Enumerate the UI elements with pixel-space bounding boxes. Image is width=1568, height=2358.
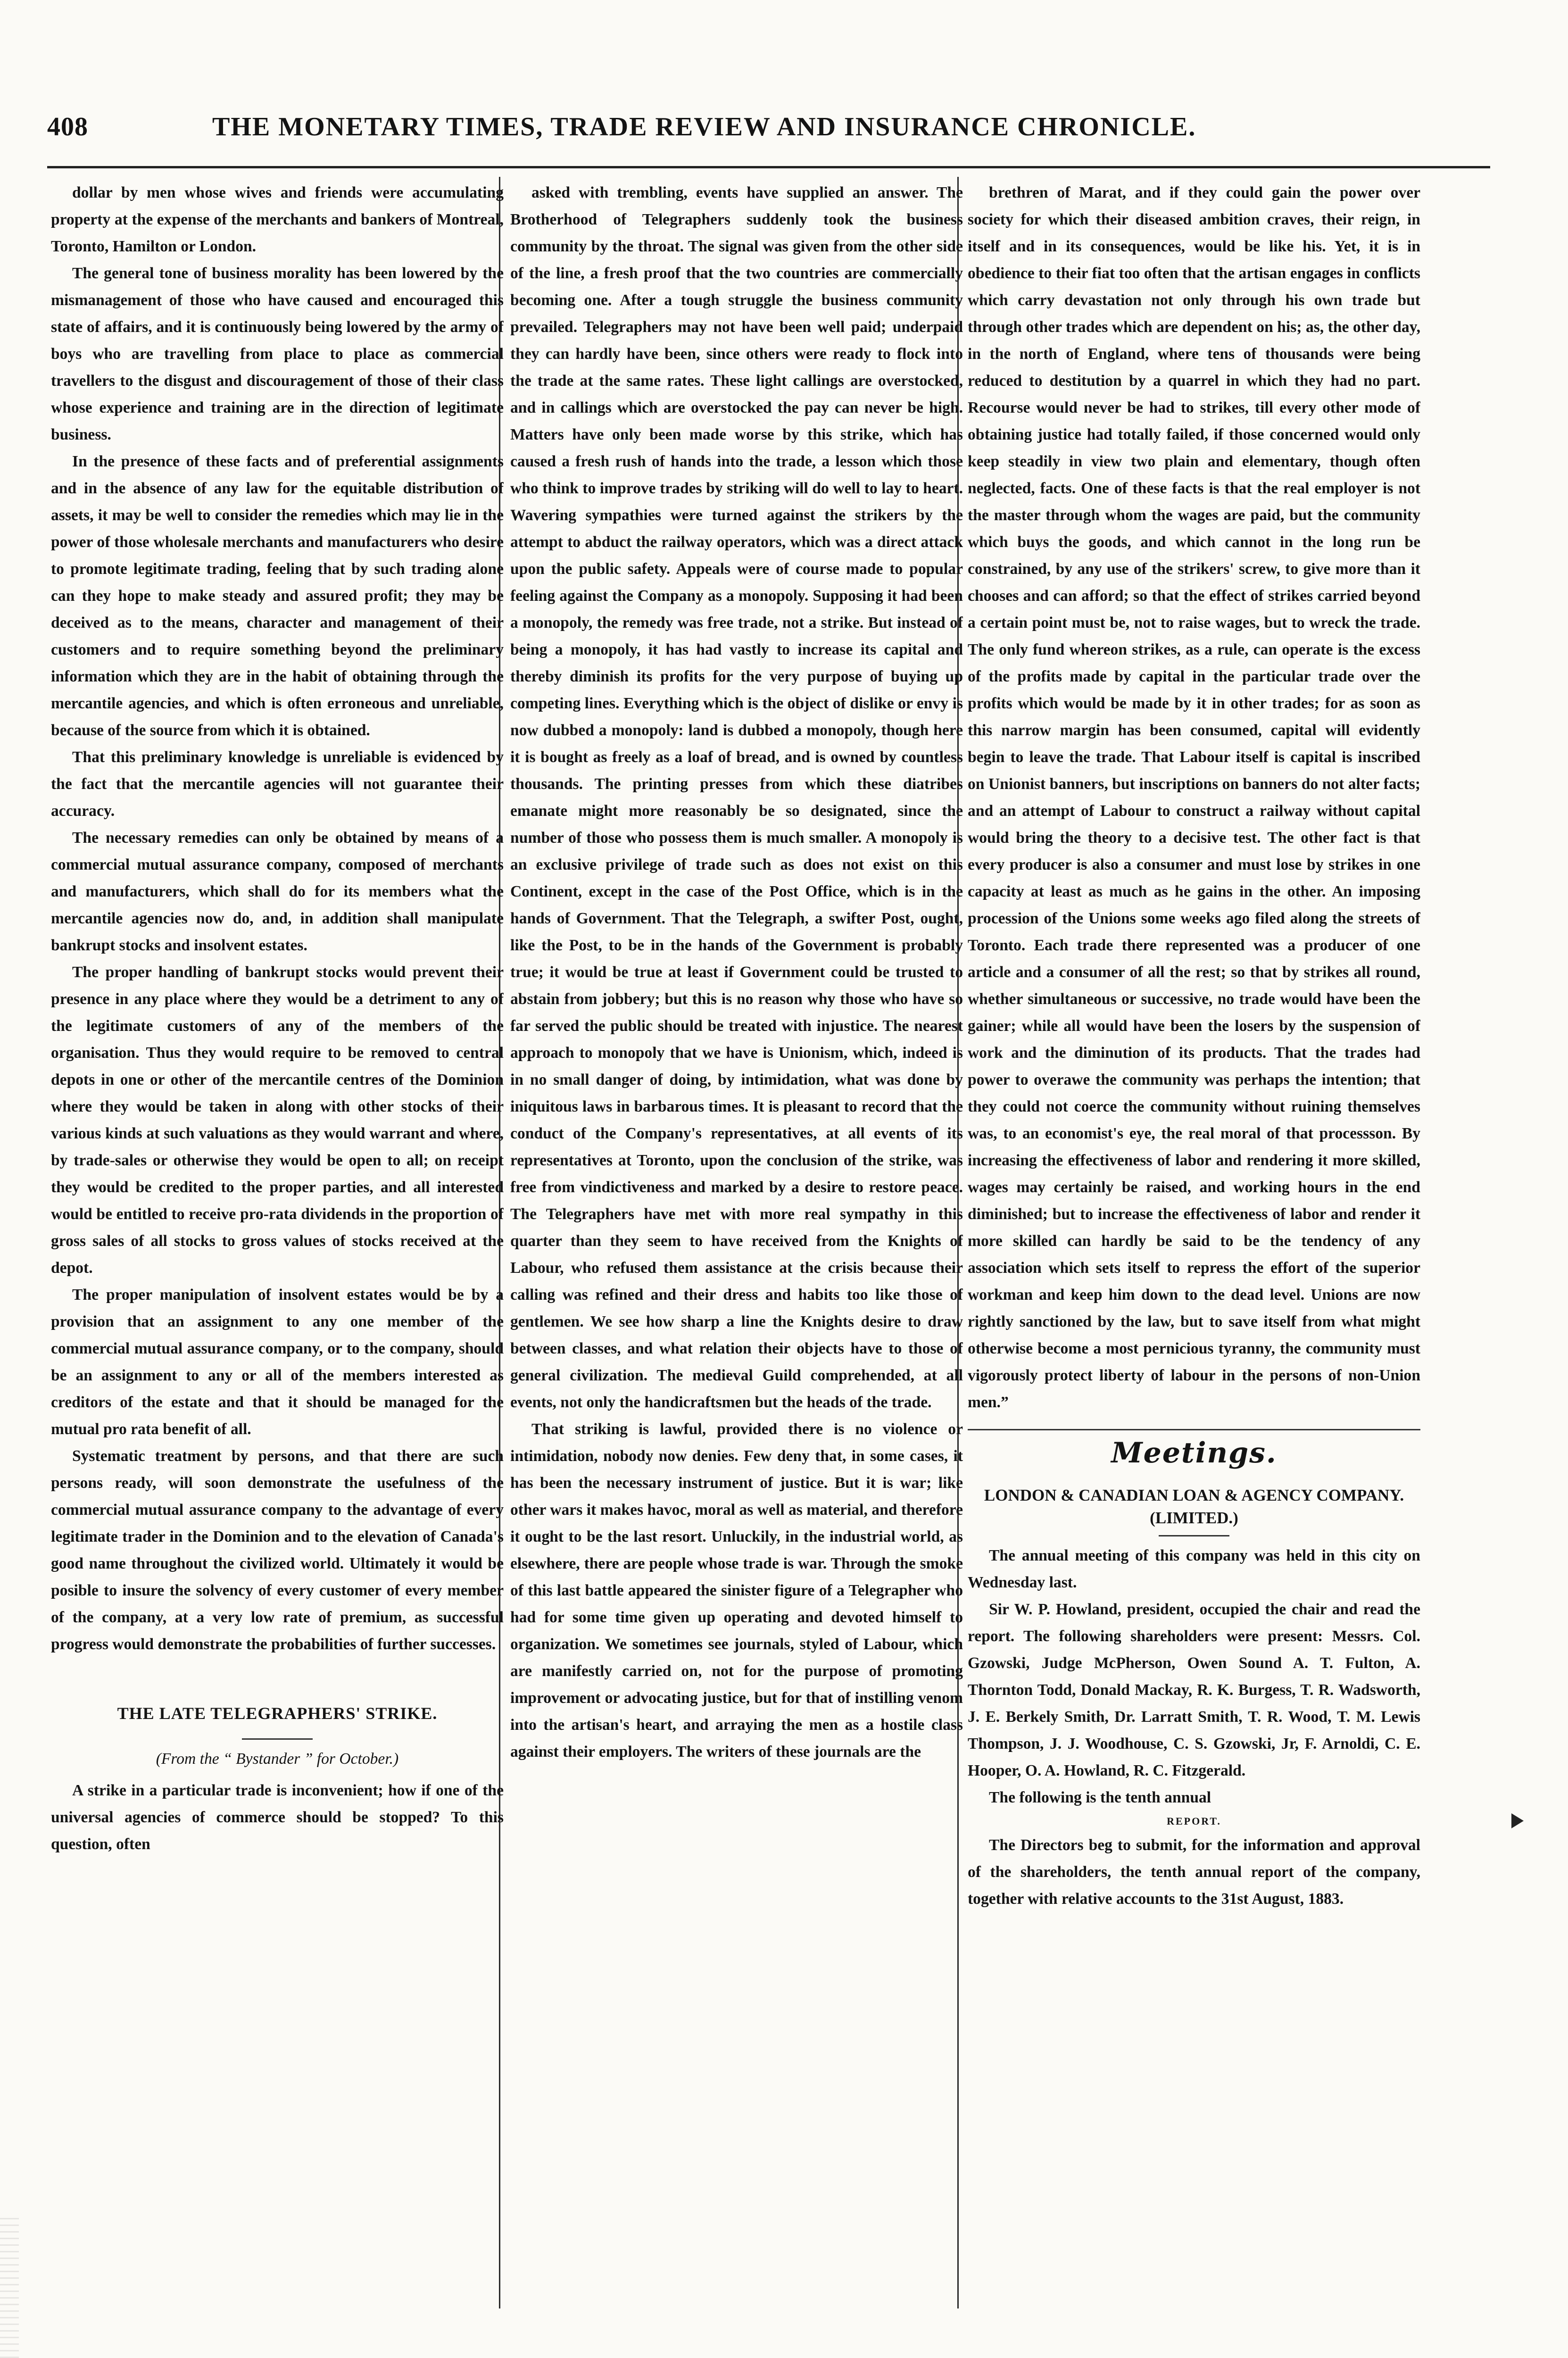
column-three-body bbox=[968, 179, 1420, 1416]
margin-arrow-icon bbox=[1511, 1813, 1524, 1828]
paragraph: That striking is lawful, provided there is no violence or intimidation, nobody now denies. Few deny that, in some cases, it has been the necessary instrument of justice. But it is war; like other wars it makes havoc, moral as well as material, and therefore it ought to be the last resort. Unluckily, in the industrial world, as elsewhere, there are people whose trade is war. Through the smoke of this last battle appeared the sinister figure of a Telegrapher who had for some time given up operating and devoted himself to organization. We sometimes see journals, styled of Labour, which are manifestly carried on, not for the purpose of promoting improvement or advocating justice, but for that of instilling venom into the artisan's heart, and arraying the men as a hostile class against their employers. The writers of these journals are the bbox=[510, 1420, 963, 1760]
running-title: THE MONETARY TIMES, TRADE REVIEW AND INSURANCE CHRONICLE. bbox=[212, 112, 1196, 141]
column-one bbox=[51, 179, 504, 2330]
heading-rule bbox=[242, 1738, 313, 1740]
paragraph: The proper manipulation of insolvent estates would be by a provision that an assignment to any one member of the commercial mutual assurance company, or to the company, should be an assignment to any or all of the members interested as creditors of the estate and that it should be managed for the mutual pro rata benefit of all. bbox=[51, 1286, 504, 1438]
section-divider bbox=[968, 1429, 1420, 1430]
report-label: REPORT. bbox=[1167, 1815, 1221, 1827]
paragraph: The Directors beg to submit, for the information and approval of the shareholders, the tenth annual report of the company, together with relative accounts to the 31st August, 1883. bbox=[968, 1836, 1420, 1908]
paragraph: brethren of Marat, and if they could gain the power over society for which their diseased ambition craves, their reign, in itself and in its consequences, would be like his. Yet, it is in obedience to their fiat too often that the artisan engages in conflicts which carry devastation not only through his own trade but through other trades which are dependent on his; as, the other day, in the north of England, where tens of thousands were being reduced to destitution by a quarrel in which they had no part. Recourse would never be had to strikes, till every other mode of obtaining justice had totally failed, if those concerned would only keep steadily in view two plain and elementary, though often neglected, facts. One of these facts is that the real employer is not the master through whom the wages are paid, but the community which buys the goods, and which cannot in the long run be constrained, by any use of the strikers' screw, to give more than it chooses and can afford; so that the effect of strikes carried beyond a certain point must be, not to raise wages, but to wreck the trade. The only fund whereon strikes, as a rule, can operate is the excess of the profits made by capital in the particular trade over the profits which would be made by it in other trades; for as soon as this narrow margin has been consumed, capital will evidently begin to leave the trade. That Labour itself is capital is inscribed on Unionist banners, but inscriptions on banners do not alter facts; and an attempt of Labour to construct a railway without capital would bring the theory to a decisive test. The other fact is that every producer is also a consumer and must lose by strikes in one capacity at least as much as he gains in the other. An imposing procession of the Unions some weeks ago filed along the streets of Toronto. Each trade there represented was a producer of one article and a consumer of all the rest; so that by strikes all round, whether simultaneous or successive, no trade would have been the gainer; while all would have been the losers by the suspension of work and the diminution of its products. That the trades had power to overawe the community was perhaps the intention; that they could not coerce the community without ruining themselves was, to an economist's eye, the real moral of that processson. By increasing the effectiveness of labor and rendering it more skilled, wages may certainly be raised, and working hours in the end diminished; but to increase the effectiveness of labor and render it more skilled can hardly be said to be the tendency of any association which sets itself to repress the effort of the superior workman and keep him down to the dead level. Unions are now rightly sanctioned by the law, but to save itself from what might otherwise become a most pernicious tyranny, the community must vigorously protect liberty of labour in the persons of non-Union men.” bbox=[968, 184, 1420, 1411]
paragraph: dollar by men whose wives and friends were accumulating property at the expense of the merchants and bankers of Montreal, Toronto, Hamilton or London. bbox=[51, 184, 504, 255]
header-rule bbox=[47, 166, 1490, 168]
paragraph: That this preliminary knowledge is unreliable is evidenced by the fact that the mercantile agencies will not guarantee their accuracy. bbox=[51, 748, 504, 820]
report-body bbox=[968, 1832, 1420, 1912]
meeting-title: LONDON & CANADIAN LOAN & AGENCY COMPANY. (LIMITED.) bbox=[984, 1486, 1404, 1527]
paragraph: In the presence of these facts and of preferential assignments and in the absence of any law for the equitable distribution of assets, it may be well to consider the remedies which may lie in the power of those wholesale merchants and manufacturers who desire to promote legitimate trading, feeling that by such trading alone can they hope to make steady and assured profit; they may be deceived as to the means, character and management of their customers and to require something beyond the preliminary information which they are in the habit of obtaining through the mercantile agencies, and which is often erroneous and unreliable, because of the source from which it is obtained. bbox=[51, 453, 504, 739]
paragraph: Sir W. P. Howland, president, occupied the chair and read the report. The following shareholders were present: Messrs. Col. Gzowski, Judge McPherson, Owen Sound A. T. Fulton, A. Thornton Todd, Donald Mackay, R. K. Burgess, T. R. Wadsworth, J. E. Berkely Smith, Dr. Larratt Smith, T. R. Wood, T. M. Lewis Thompson, J. J. Woodhouse, C. S. Gzowski, Jr, F. Arnoldi, C. E. Hooper, O. A. Howland, R. C. Fitzgerald. bbox=[968, 1601, 1420, 1779]
paragraph: The annual meeting of this company was held in this city on Wednesday last. bbox=[968, 1547, 1420, 1591]
section-heading: THE LATE TELEGRAPHERS' STRIKE. bbox=[117, 1704, 438, 1723]
paragraph: Systematic treatment by persons, and that there are such persons ready, will soon demonstrate the usefulness of the commercial mutual assurance company to the advantage of every legitimate trader in the Dominion and to the elevation of Canada's good name throughout the civilized world. Ultimately it would be posible to insure the solvency of every customer of every member of the company, at a very low rate of premium, as successful progress would demonstrate the probabilities of further successes. bbox=[51, 1447, 504, 1653]
scan-edge-noise bbox=[0, 2217, 19, 2358]
paragraph: The general tone of business morality has been lowered by the mismanagement of those who have caused and encouraged this state of affairs, and it is continuously being lowered by the army of boys who are travelling from place to place as commercial travellers to the disgust and discouragement of those of their class whose experience and training are in the direction of legitimate business. bbox=[51, 265, 504, 443]
paragraph: The proper handling of bankrupt stocks would prevent their presence in any place where they would be a detriment to any of the legitimate customers of any of the members of the organisation. Thus they would require to be removed to central depots in one or other of the mercantile centres of the Dominion where they would be taken in along with other stocks of their various kinds at such valuations as they would warrant and where, by trade-sales or otherwise they would be open to all; on receipt they would be credited to the proper parties, and all interested would be entitled to receive pro-rata dividends in the proportion of gross sales of all stocks to gross values of stocks received at the depot. bbox=[51, 963, 504, 1277]
page-number: 408 bbox=[47, 112, 88, 141]
column-two-body bbox=[510, 179, 963, 1765]
meetings-banner: Meetings. bbox=[1111, 1436, 1277, 1470]
section-body bbox=[51, 1777, 504, 1858]
section-source: (From the “ Bystander ” for October.) bbox=[156, 1750, 399, 1768]
page-header bbox=[47, 106, 1490, 149]
column-one-body bbox=[51, 179, 504, 1658]
paragraph: asked with trembling, events have supplied an answer. The Brotherhood of Telegraphers suddenly took the business community by the throat. The signal was given from the other side of the line, a fresh proof that the two countries are commercially becoming one. After a tough struggle the business community prevailed. Telegraphers may not have been well paid; underpaid they can hardly have been, since others were ready to flock into the trade at the same rates. These light callings are overstocked, and in callings which are overstocked the pay can never be high. Matters have only been made worse by this strike, which has caused a fresh rush of hands into the trade, a lesson which those who think to improve trades by striking will do well to lay to heart. Wavering sympathies were turned against the strikers by the attempt to abduct the railway operators, which was a direct attack upon the public safety. Appeals were of course made to popular feeling against the Company as a monopoly. Supposing it had been a monopoly, the remedy was free trade, not a strike. But instead of being a monopoly, it has had vastly to increase its capital and thereby diminish its profits for the very purpose of buying up competing lines. Everything which is the object of dislike or envy is now dubbed a monopoly: land is dubbed a monopoly, though here it is bought as freely as a loaf of bread, and is owned by countless thousands. The printing presses from which these diatribes emanate might more reasonably be so designated, since the number of those who possess them is much smaller. A monopoly is an exclusive privilege of trade such as does not exist on this Continent, except in the case of the Post Office, which is in the hands of Government. That the Telegraph, a swifter Post, ought, like the Post, to be in the hands of the Government is probably true; it would be true at least if Government could be trusted to abstain from jobbery; but this is no reason why those who have so far served the public should be treated with injustice. The nearest approach to monopoly that we have is Unionism, which, indeed is in no small danger of doing, by intimidation, what was done by iniquitous laws in barbarous times. It is pleasant to record that the conduct of the Company's representatives, at all events of its representatives at Toronto, upon the conclusion of the strike, was free from vindictiveness and marked by a desire to restore peace. The Telegraphers have met with more real sympathy in this quarter than they seem to have received from the Knights of Labour, who refused them assistance at the crisis because their calling was refined and their dress and habits too like those of gentlemen. We see how sharp a line the Knights desire to draw between classes, and what relation their objects have to those of general civilization. The medieval Guild comprehended, at all events, not only the handicraftsmen but the heads of the trade. bbox=[510, 184, 963, 1411]
column-two bbox=[510, 179, 963, 2330]
paragraph: A strike in a particular trade is inconvenient; how if one of the universal agencies of commerce should be stopped? To this question, often bbox=[51, 1782, 504, 1853]
paragraph: The necessary remedies can only be obtained by means of a commercial mutual assurance company, composed of merchants and manufacturers, which shall do for its members what the mercantile agencies now do, and, in addition shall manipulate bankrupt stocks and insolvent estates. bbox=[51, 829, 504, 954]
paragraph: The following is the tenth annual bbox=[989, 1789, 1211, 1806]
meeting-title-rule bbox=[1159, 1535, 1229, 1536]
column-three bbox=[968, 179, 1420, 2330]
meeting-body bbox=[968, 1542, 1420, 1811]
